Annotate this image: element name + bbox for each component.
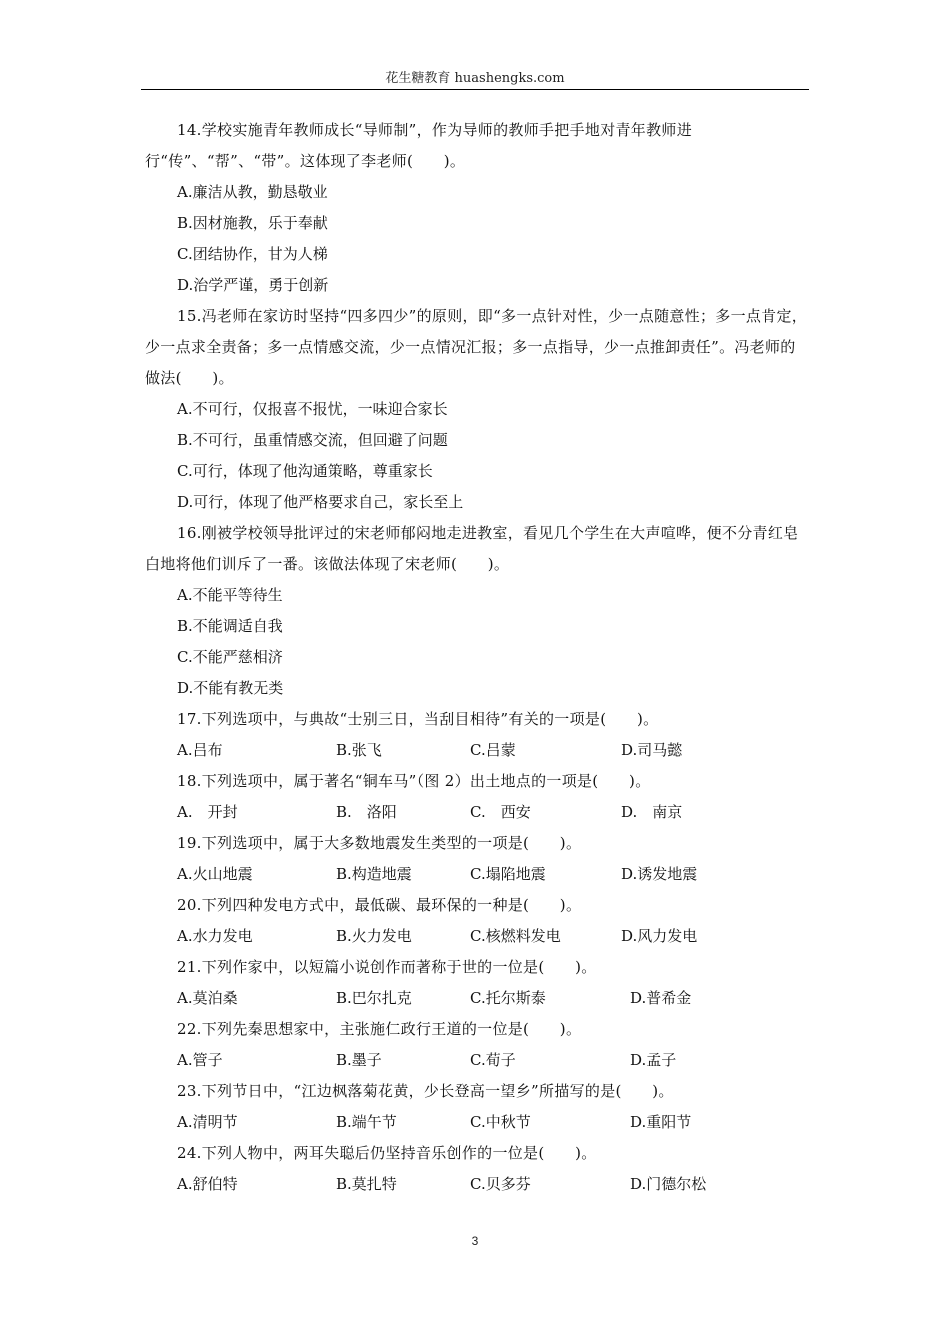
question-24-stem: 24.下列人物中，两耳失聪后仍坚持音乐创作的一位是( )。 (177, 1144, 597, 1162)
question-18-option-b: B. 洛阳 (336, 803, 397, 821)
header-rule (141, 89, 809, 90)
question-23-option-b: B.端午节 (336, 1113, 397, 1131)
question-14-option-c: C.团结协作，甘为人梯 (177, 245, 328, 263)
question-23-option-a: A.清明节 (177, 1113, 238, 1131)
question-16-stem: 16.刚被学校领导批评过的宋老师郁闷地走进教室，看见几个学生在大声喧哗，便不分青红皂白地将他们训斥了一番。该做法体现了宋老师( )。 (145, 524, 799, 573)
page-number: 3 (471, 1234, 479, 1248)
question-18-stem: 18.下列选项中，属于著名“铜车马”（图 2）出土地点的一项是( )。 (177, 772, 651, 790)
question-17-option-b: B.张飞 (336, 741, 382, 759)
question-14-option-b: B.因材施教，乐于奉献 (177, 214, 328, 232)
question-18-options (145, 797, 809, 828)
question-20-option-d: D.风力发电 (621, 927, 698, 945)
question-14-stem: 14.学校实施青年教师成长“导师制”，作为导师的教师手把手地对青年教师进行“传”、“帮”、“带”。这体现了李老师( )。 (145, 121, 692, 170)
question-16-option-b: B.不能调适自我 (177, 617, 283, 635)
question-17-option-c: C.吕蒙 (470, 741, 516, 759)
question-24-option-d: D.门德尔松 (630, 1175, 707, 1193)
question-15-option-d: D.可行，体现了他严格要求自己，家长至上 (177, 493, 464, 511)
page-header: 花生糖教育 huashengks.com (385, 71, 565, 86)
question-21-stem: 21.下列作家中，以短篇小说创作而著称于世的一位是( )。 (177, 958, 597, 976)
question-20-option-a: A.水力发电 (177, 927, 253, 945)
question-21-option-b: B.巴尔扎克 (336, 989, 412, 1007)
question-18-option-a: A. 开封 (177, 803, 238, 821)
question-20-option-b: B.火力发电 (336, 927, 412, 945)
question-15-option-b: B.不可行，虽重情感交流，但回避了问题 (177, 431, 448, 449)
question-16-option-d: D.不能有教无类 (177, 679, 284, 697)
question-23-option-c: C.中秋节 (470, 1113, 531, 1131)
question-14-option-a: A.廉洁从教，勤恳敬业 (177, 183, 328, 201)
question-16-option-c: C.不能严慈相济 (177, 648, 283, 666)
question-22-option-b: B.墨子 (336, 1051, 382, 1069)
question-16-option-a: A.不能平等待生 (177, 586, 283, 604)
question-24-options (145, 1169, 809, 1200)
question-24-option-a: A.舒伯特 (177, 1175, 238, 1193)
question-22-stem: 22.下列先秦思想家中，主张施仁政行王道的一位是( )。 (177, 1020, 582, 1038)
question-17-option-a: A.吕布 (177, 741, 223, 759)
question-15-option-a: A.不可行，仅报喜不报忧，一味迎合家长 (177, 400, 448, 418)
question-20-stem: 20.下列四种发电方式中，最低碳、最环保的一种是( )。 (177, 896, 582, 914)
question-15-stem: 15.冯老师在家访时坚持“四多四少”的原则，即“多一点针对性，少一点随意性；多一点肯定，少一点求全责备；多一点情感交流，少一点情况汇报；多一点指导，少一点推卸责任”。冯老师的做法( )。 (145, 307, 808, 387)
question-15-option-c: C.可行，体现了他沟通策略，尊重家长 (177, 462, 433, 480)
question-18-option-d: D. 南京 (621, 803, 683, 821)
question-22-option-c: C.荀子 (470, 1051, 516, 1069)
question-19-stem: 19.下列选项中，属于大多数地震发生类型的一项是( )。 (177, 834, 582, 852)
question-22-option-d: D.孟子 (630, 1051, 677, 1069)
question-20-option-c: C.核燃料发电 (470, 927, 561, 945)
question-20-options (145, 921, 809, 952)
question-23-option-d: D.重阳节 (630, 1113, 692, 1131)
question-19-option-c: C.塌陷地震 (470, 865, 546, 883)
question-18-option-c: C. 西安 (470, 803, 531, 821)
question-17-options (145, 735, 809, 766)
question-list (145, 115, 809, 1200)
question-24-option-b: B.莫扎特 (336, 1175, 397, 1193)
question-19-option-a: A.火山地震 (177, 865, 253, 883)
question-23-stem: 23.下列节日中，“江边枫落菊花黄，少长登高一望乡”所描写的是( )。 (177, 1082, 674, 1100)
question-24-option-c: C.贝多芬 (470, 1175, 531, 1193)
question-21-option-d: D.普希金 (630, 989, 692, 1007)
question-17-option-d: D.司马懿 (621, 741, 683, 759)
question-14-option-d: D.治学严谨，勇于创新 (177, 276, 329, 294)
question-21-option-c: C.托尔斯泰 (470, 989, 546, 1007)
question-22-options (145, 1045, 809, 1076)
question-19-option-d: D.诱发地震 (621, 865, 698, 883)
question-17-stem: 17.下列选项中，与典故“士别三日，当刮目相待”有关的一项是( )。 (177, 710, 659, 728)
question-23-options (145, 1107, 809, 1138)
question-19-option-b: B.构造地震 (336, 865, 412, 883)
question-22-option-a: A.管子 (177, 1051, 223, 1069)
question-19-options (145, 859, 809, 890)
question-21-option-a: A.莫泊桑 (177, 989, 238, 1007)
question-21-options (145, 983, 809, 1014)
